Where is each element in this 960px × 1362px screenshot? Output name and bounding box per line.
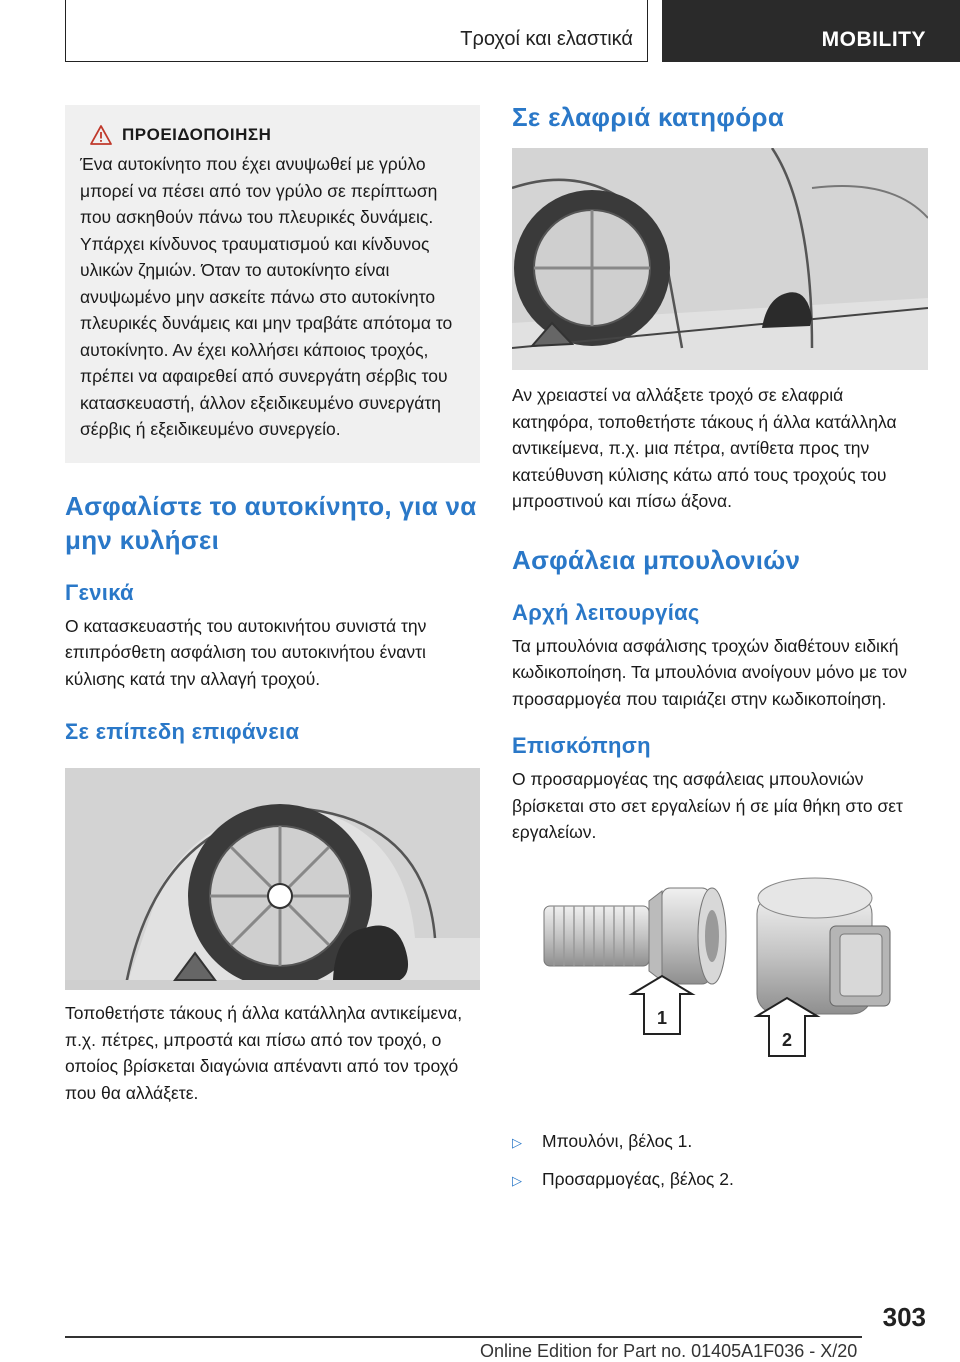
- lock-bolt: [544, 888, 726, 984]
- section-tab: [662, 0, 960, 62]
- slope-illustration: [512, 148, 928, 370]
- arrow-2-label: 2: [781, 1029, 793, 1050]
- section-label: MOBILITY: [821, 28, 926, 51]
- warning-triangle-icon: [90, 125, 112, 145]
- warning-label: ΠΡΟΕΙΔΟΠΟΙΗΣΗ: [122, 125, 272, 144]
- chapter-header: [65, 0, 648, 62]
- footer-edition: Online Edition for Part no. 01405A1F036 - X/20: [480, 1341, 858, 1361]
- chapter-title: Τροχοί και ελαστικά: [460, 28, 633, 50]
- bullet-text: Μπουλόνι, βέλος 1.: [542, 1130, 693, 1151]
- section-title-slope: Σε ελαφριά κατηφόρα: [512, 102, 785, 132]
- section-title-wheel-lock: Ασφάλεια μπουλονιών: [512, 544, 801, 575]
- bullet-text: Προσαρμογέας, βέλος 2.: [542, 1168, 734, 1189]
- list-item: [512, 1166, 928, 1194]
- flat-text: Τοποθετήστε τάκους ή άλλα κατάλληλα αντικείμενα, π.χ. πέτρες, μπροστά και πίσω από τον τροχό, ο οποίος βρίσκεται διαγώνια απέναντι από τον τροχό που θα αλλάξετε.: [65, 1003, 463, 1103]
- hub-logo-icon: [268, 884, 292, 908]
- warning-box: [65, 105, 480, 463]
- principle-text: Τα μπουλόνια ασφάλισης τροχών διαθέτουν ειδική κωδικοποίηση. Τα μπουλόνια ανοίγουν μόνο με τον προσαρμογέα που ταιριάζει στην κωδικοποίηση.: [512, 635, 907, 709]
- list-item: [512, 1128, 928, 1156]
- warning-text: Ένα αυτοκίνητο που έχει ανυψωθεί με γρύλο μπορεί να πέσει από τον γρύλο σε περίπτωση που ασκηθούν πάνω του πλευρικές δυνάμεις. Υπάρχει κίνδυνος τραυματισμού και κίνδυνος υλικών ζημιών. Όταν το αυτοκίνητο είναι ανυψωμένο μην ασκείτε πάνω στο αυτοκίνητο πλευρικές δυνάμεις και μην τραβάτε απότομα το αυτοκίνητο. Αν έχει κολλήσει κάποιος τροχός, πρέπει να αφαιρεθεί από συνεργάτη σέρβις του κατασκευαστή, άλλον εξειδικευμένο συνεργάτη σέρβις ή εξειδικευμένο συνεργείο.: [80, 154, 453, 439]
- slope-text: Αν χρειαστεί να αλλάξετε τροχό σε ελαφριά κατηφόρα, τοποθετήστε τάκους ή άλλα κατάλληλα αντικείμενα, π.χ. μια πέτρα, αντίθετα προς την κατεύθυνση κύλισης κάτω από τους τροχούς του μπροστινού και πίσω άξονα.: [512, 385, 897, 511]
- footer-divider: [65, 1336, 862, 1338]
- triangle-bullet-icon: ▷: [512, 1172, 522, 1188]
- subsection-title-principle: Αρχή λειτουργίας: [512, 599, 700, 625]
- overview-text: Ο προσαρμογέας της ασφάλειας μπουλονιών βρίσκεται στο σετ εργαλείων ή σε μία θήκη στο σετ εργαλείων.: [512, 769, 903, 842]
- subsection-title-flat: Σε επίπεδη επιφάνεια: [65, 719, 300, 744]
- triangle-bullet-icon: ▷: [512, 1134, 522, 1150]
- page-number: 303: [882, 1302, 926, 1332]
- lock-adapter: [757, 878, 890, 1014]
- wheel-lock-illustration: [512, 866, 928, 1096]
- right-column: [512, 100, 928, 1204]
- section-title-secure-car: Ασφαλίστε το αυτοκίνητο, για να μην κυλήσει: [65, 490, 477, 555]
- flat-surface-illustration: [65, 768, 480, 990]
- arrow-1-label: 1: [656, 1007, 668, 1028]
- warning-heading: [90, 125, 465, 145]
- left-column: [65, 105, 480, 1106]
- general-text: Ο κατασκευαστής του αυτοκινήτου συνιστά την επιπρόσθετη ασφάλιση του αυτοκινήτου έναντι κύλισης κατά την αλλαγή τροχού.: [65, 615, 427, 689]
- subsection-title-general: Γενικά: [65, 579, 134, 605]
- bullet-list: [512, 1128, 928, 1194]
- subsection-title-overview: Επισκόπηση: [512, 733, 651, 758]
